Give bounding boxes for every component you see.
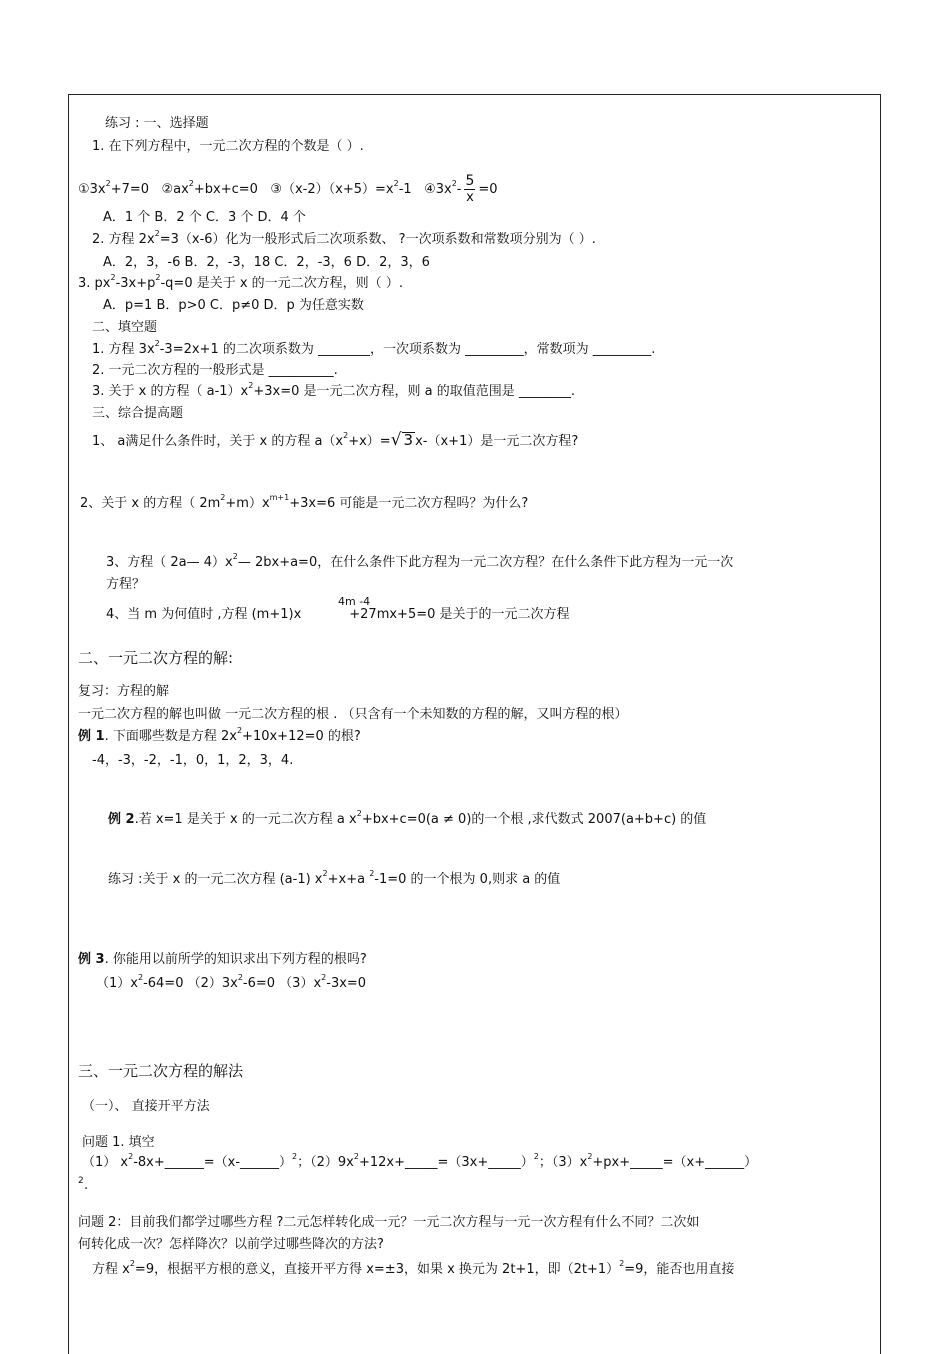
fill-blank-header: 二、填空题 bbox=[92, 320, 158, 335]
question-2-stem: 2. 方程 $2x^2=3(x-6)$化为一般形式后二次项系数、 ?一次项系数和常数项分别为（ ）. bbox=[92, 229, 596, 247]
fill-1: 1. 方程 $3x^2-3=2x+1$ 的二次项系数为 ________，一次项系数为 _________，常数项为 _________. bbox=[92, 339, 656, 357]
exercise-header: 练习 : 一、选择题 bbox=[105, 116, 209, 131]
practice-line: 练习 :关于 x 的一元二次方程 (a-1) $x^2+x+a$ $^2$-1=0 的一个根为 0,则求 a 的值 bbox=[108, 869, 561, 887]
problem-1-tail-period: . bbox=[84, 1178, 89, 1193]
example-3-equations: $(1)x^2-64=0$ $(2)3x^2-6=0$ $(3)x^2-3x=0$ bbox=[96, 973, 367, 991]
problem-1-tail-exponent: 2 bbox=[78, 1176, 84, 1186]
sqrt-sign: √ bbox=[390, 430, 402, 450]
fraction-5-over-x: $\frac{5}{x}$ bbox=[465, 173, 475, 205]
review-line: 一元二次方程的解也叫做 一元二次方程的根 . （只含有一个未知数的方程的解，又叫方程的根） bbox=[78, 707, 628, 722]
problem-1-title: 问题 1. 填空 bbox=[82, 1135, 155, 1150]
comprehensive-3-cont: 方程？ bbox=[106, 577, 146, 592]
example-2: 例 2.若 x=1 是关于 x 的一元二次方程 a $x^2+bx+c=0(a \ne 0)$的一个根 ,求代数式 2007(a+b+c) 的值 bbox=[108, 809, 707, 827]
comprehensive-4-exponent: 4m -4 bbox=[338, 595, 371, 608]
example-1-values: -4，-3，-2，-1，0，1，2，3，4. bbox=[92, 753, 294, 768]
question-1-options: A．1 个 B．2 个 C．3 个 D．4 个 bbox=[103, 210, 306, 225]
question-3-options: A．p=1 B．p>0 C．p≠0 D．p 为任意实数 bbox=[103, 298, 364, 313]
question-1-stem: 1. 在下列方程中，一元二次方程的个数是（ ）. bbox=[92, 139, 364, 154]
question-3-stem: 3. $px^2-3x+p^2-q=0$ 是关于 x 的一元二次方程，则（ ）. bbox=[78, 273, 403, 291]
comprehensive-header: 三、综合提高题 bbox=[92, 406, 184, 421]
problem-2-line-1: 问题 2：目前我们都学过哪些方程 ?二元怎样转化成一元？一元二次方程与一元一次方程有什么不同？二次如 bbox=[78, 1215, 700, 1230]
problem-2-line-2: 何转化成一次？怎样降次？以前学过哪些降次的方法? bbox=[78, 1237, 384, 1252]
final-line: 方程 $x^2=9$，根据平方根的意义，直接开平方得 x=±3，如果 x 换元为 2t+1，即$(2t+1)^2=9$，能否也用直接 bbox=[92, 1259, 735, 1277]
example-3: 例 3. 你能用以前所学的知识求出下列方程的根吗? bbox=[78, 952, 367, 967]
comprehensive-1: 1、 a满足什么条件时，关于 x 的方程 $a(x^2+x)=√$ 3 x-（x+1）是一元二次方程? bbox=[92, 430, 579, 450]
review-title: 复习：方程的解 bbox=[78, 684, 170, 699]
subsection-direct-root: （一）、 直接开平方法 bbox=[82, 1099, 210, 1114]
comprehensive-4: 4、当 m 为何值时 ,方程 (m+1)x +27mx+5=0 是关于的一元二次方程 bbox=[106, 607, 570, 622]
question-2-options: A．2，3，-6 B．2，-3，18 C．2，-3，6 D．2，3，6 bbox=[103, 255, 430, 270]
section-3-title: 三、一元二次方程的解法 bbox=[78, 1062, 244, 1080]
problem-1-line: （1） $x^2-8x+\_\_\_\_\_\_=(x-\_\_\_\_\_\_)^2$；$(2)9x^2+12x+\_\_\_\_\_=(3x+\_\_\_\_\_)^2$；$(3)x^2+px+\_\_\_\_\_=(x+\_\_\_\_\_\_)$ bbox=[82, 1152, 758, 1170]
fill-2: 2. 一元二次方程的一般形式是 __________. bbox=[92, 363, 338, 378]
comprehensive-3: 3、方程（ 2a— $4)x^2—$ 2bx+a=0，在什么条件下此方程为一元二次方程？在什么条件下此方程为一元一次 bbox=[106, 552, 734, 570]
fill-3: 3. 关于 x 的方程（ $a-1)x^2+3x=0$ 是一元二次方程，则 a 的取值范围是 ________. bbox=[92, 381, 575, 399]
section-2-title: 二、一元二次方程的解: bbox=[78, 649, 234, 667]
example-1: 例 1. 下面哪些数是方程 $2x^2+10x+12=0$ 的根? bbox=[78, 726, 361, 744]
comprehensive-2: 2、关于 x 的方程（ $2m^2+m)x^{m+1}+3x=6$ 可能是一元二次方程吗？为什么? bbox=[80, 493, 529, 511]
question-1-equations: $①3x^2+7=0$ $②ax^2+bx+c=0$ $③(x-2)(x+5)=x^2-1$ $④3x^2-$ $\frac{5}{x}$ =0 bbox=[78, 173, 498, 205]
